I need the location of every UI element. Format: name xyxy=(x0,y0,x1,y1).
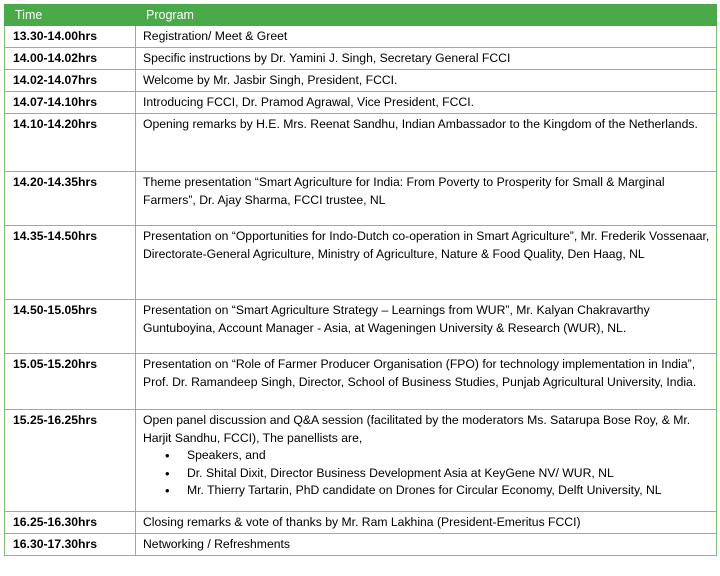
time-cell: 14.10-14.20hrs xyxy=(5,114,136,172)
table-row xyxy=(5,512,717,534)
program-cell: Theme presentation “Smart Agriculture for India: From Poverty to Prosperity for Small & Marginal Farmers”, Dr. Ajay Sharma, FCCI trustee, NL xyxy=(136,172,717,226)
program-cell xyxy=(136,410,717,512)
program-cell: Closing remarks & vote of thanks by Mr. Ram Lakhina (President-Emeritus FCCI) xyxy=(136,512,717,534)
panellist-list xyxy=(143,447,710,500)
program-column-header: Program xyxy=(136,5,717,26)
panel-description: Open panel discussion and Q&A session (facilitated by the moderators Ms. Satarupa Bose Roy, & Mr. Harjit Sandhu, FCCI), The panellists are, xyxy=(143,413,691,445)
table-row xyxy=(5,26,717,48)
program-cell: Presentation on “Role of Farmer Producer Organisation (FPO) for technology implementation in India”, Prof. Dr. Ramandeep Singh, Director, School of Business Studies, Punjab Agricultural University, India. xyxy=(136,354,717,410)
table-row xyxy=(5,534,717,556)
time-cell: 15.05-15.20hrs xyxy=(5,354,136,410)
time-cell: 14.07-14.10hrs xyxy=(5,92,136,114)
program-cell: Specific instructions by Dr. Yamini J. Singh, Secretary General FCCI xyxy=(136,48,717,70)
table-row xyxy=(5,410,717,512)
time-cell: 14.00-14.02hrs xyxy=(5,48,136,70)
time-cell: 14.02-14.07hrs xyxy=(5,70,136,92)
time-cell: 14.50-15.05hrs xyxy=(5,300,136,354)
time-column-header: Time xyxy=(5,5,136,26)
program-cell: Presentation on “Opportunities for Indo-Dutch co-operation in Smart Agriculture”, Mr. Frederik Vossenaar, Directorate-General Agriculture, Ministry of Agriculture, Nature & Food Quality, Den Haag, NL xyxy=(136,226,717,300)
program-cell: Opening remarks by H.E. Mrs. Reenat Sandhu, Indian Ambassador to the Kingdom of the Netherlands. xyxy=(136,114,717,172)
table-row xyxy=(5,48,717,70)
header-row xyxy=(5,5,717,26)
table-row xyxy=(5,70,717,92)
table-row xyxy=(5,354,717,410)
program-cell: Registration/ Meet & Greet xyxy=(136,26,717,48)
list-item: • Dr. Shital Dixit, Director Business Development Asia at KeyGene NV/ WUR, NL xyxy=(173,465,710,483)
time-cell: 15.25-16.25hrs xyxy=(5,410,136,512)
time-cell: 14.35-14.50hrs xyxy=(5,226,136,300)
time-cell: 13.30-14.00hrs xyxy=(5,26,136,48)
time-cell: 16.30-17.30hrs xyxy=(5,534,136,556)
program-cell: Welcome by Mr. Jasbir Singh, President, FCCI. xyxy=(136,70,717,92)
table-row xyxy=(5,300,717,354)
agenda-sheet xyxy=(4,4,716,572)
table-row xyxy=(5,226,717,300)
time-cell: 14.20-14.35hrs xyxy=(5,172,136,226)
program-cell: Presentation on “Smart Agriculture Strategy – Learnings from WUR”, Mr. Kalyan Chakravarthy Guntuboyina, Account Manager - Asia, at Wageningen University & Research (WUR), NL. xyxy=(136,300,717,354)
agenda-table xyxy=(4,4,717,556)
table-row xyxy=(5,172,717,226)
list-item: • Speakers, and xyxy=(173,447,710,465)
list-item: • Mr. Thierry Tartarin, PhD candidate on Drones for Circular Economy, Delft University, NL xyxy=(173,482,710,500)
table-row xyxy=(5,92,717,114)
program-cell: Introducing FCCI, Dr. Pramod Agrawal, Vice President, FCCI. xyxy=(136,92,717,114)
table-row xyxy=(5,114,717,172)
program-cell: Networking / Refreshments xyxy=(136,534,717,556)
time-cell: 16.25-16.30hrs xyxy=(5,512,136,534)
